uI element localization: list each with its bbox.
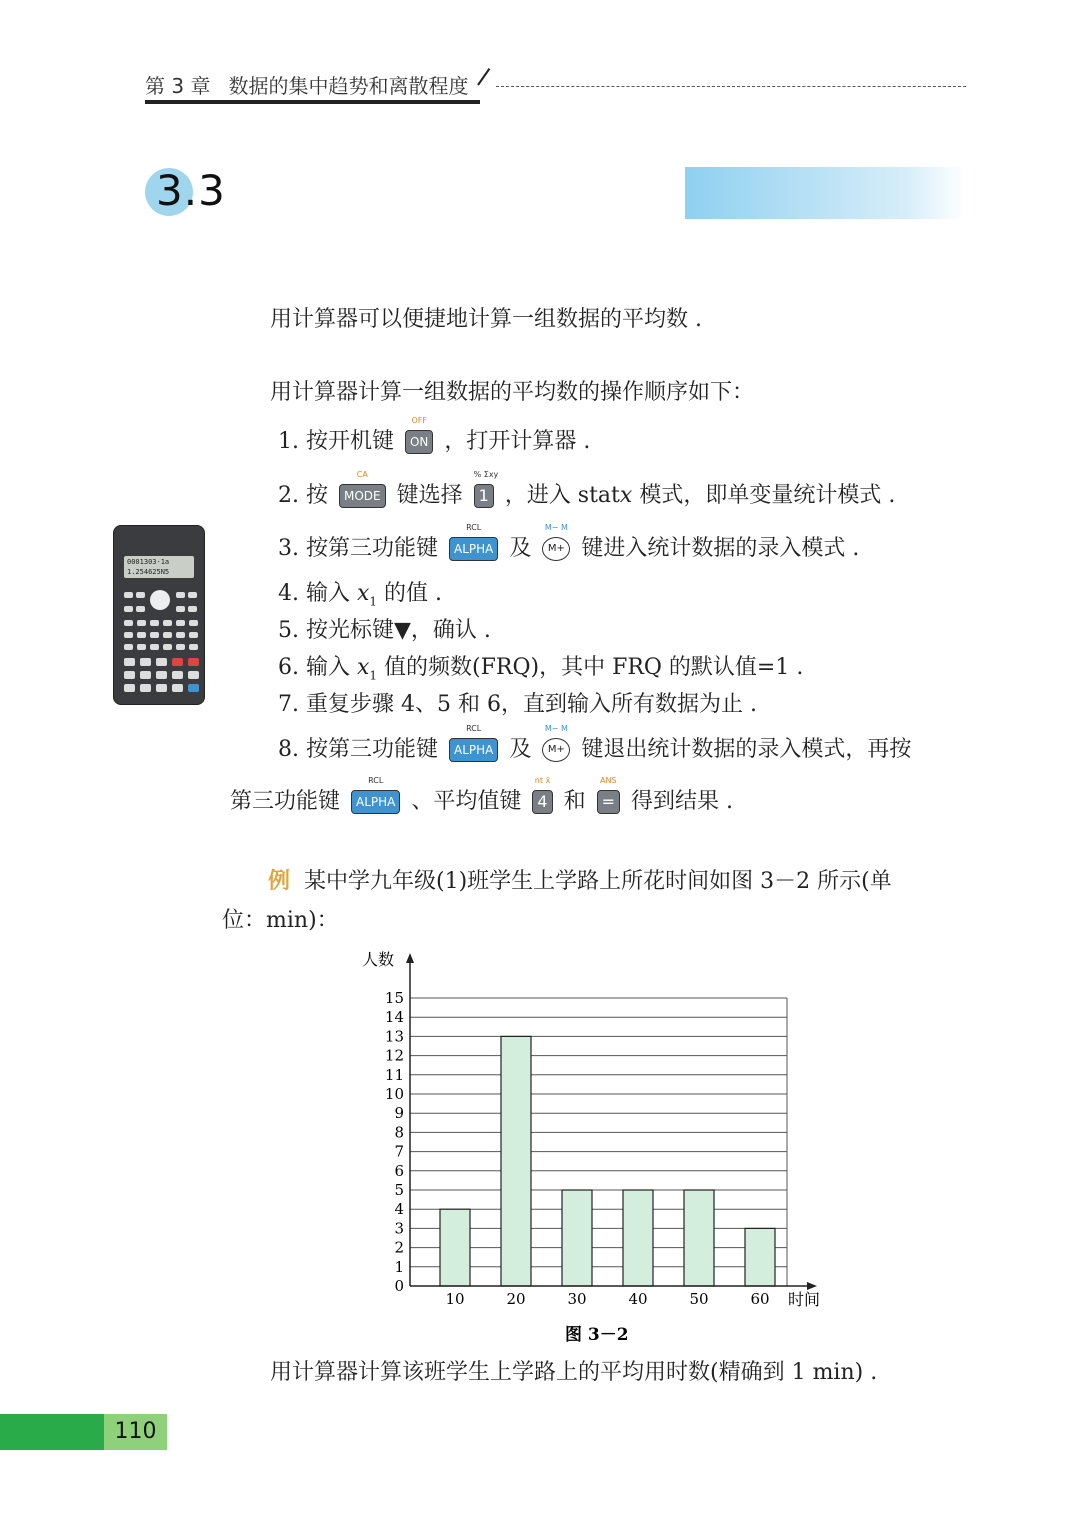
y-axis-arrow bbox=[406, 953, 414, 963]
x-tick-label: 60 bbox=[750, 1290, 770, 1308]
calculator-display-line-2: 1.254625N5 bbox=[127, 568, 170, 576]
equals-key-label: = bbox=[597, 790, 620, 814]
mode-key-label: MODE bbox=[339, 484, 386, 508]
one-key-sup: % Σxy bbox=[473, 470, 499, 479]
x-axis-label: 时间 bbox=[788, 1290, 821, 1309]
step-2-var: x bbox=[619, 483, 633, 508]
calculator-button bbox=[176, 606, 185, 612]
calculator-button bbox=[124, 644, 133, 650]
calculator-button bbox=[136, 606, 145, 612]
y-tick-label: 8 bbox=[394, 1123, 404, 1142]
four-key-sup: nt x̄ bbox=[534, 776, 551, 785]
y-tick-label: 1 bbox=[394, 1257, 404, 1276]
bar bbox=[745, 1228, 775, 1286]
calculator-button bbox=[124, 620, 133, 626]
step-4-subscript: 1 bbox=[369, 594, 378, 609]
step-8b-text: 第三功能键 bbox=[230, 789, 341, 814]
x-tick-label: 30 bbox=[567, 1290, 587, 1308]
calculator-button bbox=[124, 592, 133, 598]
m-plus-key bbox=[542, 724, 570, 762]
alpha-key-label: ALPHA bbox=[449, 738, 498, 762]
calculator-button bbox=[156, 658, 167, 666]
calculator-button bbox=[188, 658, 199, 666]
calculator-display-line-1: 0001303-1a bbox=[127, 558, 170, 566]
on-key-sup: OFF bbox=[411, 416, 427, 425]
step-3-text: 3. 按第三功能键 bbox=[278, 536, 438, 561]
calculator-button bbox=[176, 632, 185, 638]
alpha-key bbox=[449, 724, 498, 762]
step-8-text-end: 键退出统计数据的录入模式，再按 bbox=[581, 737, 912, 762]
alpha-key-sup: RCL bbox=[466, 523, 482, 532]
step-5: 5. 按光标键▼，确认 . bbox=[278, 618, 491, 643]
y-axis-label: 人数 bbox=[362, 950, 395, 969]
four-key bbox=[532, 776, 552, 814]
alpha-key bbox=[449, 523, 498, 561]
alpha-key-sup: RCL bbox=[466, 724, 482, 733]
section-title-band bbox=[685, 167, 965, 219]
step-3-text-and: 及 bbox=[509, 536, 532, 561]
y-tick-label: 5 bbox=[394, 1181, 404, 1199]
step-2 bbox=[278, 470, 896, 509]
calculator-button bbox=[150, 644, 159, 650]
m-plus-key-sup: M− M bbox=[544, 523, 568, 532]
y-tick-label: 7 bbox=[394, 1142, 404, 1161]
calculator-button bbox=[189, 644, 198, 650]
calculator-button bbox=[176, 592, 185, 598]
calculator-button bbox=[163, 620, 172, 626]
calculator-button bbox=[189, 632, 198, 638]
on-key bbox=[405, 416, 433, 454]
calculator-button bbox=[176, 620, 185, 626]
bar bbox=[440, 1209, 470, 1286]
step-7: 7. 重复步骤 4、5 和 6，直到输入所有数据为止 . bbox=[278, 692, 757, 717]
calculator-button bbox=[188, 606, 197, 612]
calculator-button bbox=[124, 606, 133, 612]
calculator-button bbox=[124, 684, 135, 692]
m-plus-key-sup: M− M bbox=[544, 724, 568, 733]
m-plus-key-label: M+ bbox=[542, 738, 570, 762]
calculator-button bbox=[124, 632, 133, 638]
calculator-button bbox=[188, 684, 199, 692]
y-tick-label: 9 bbox=[394, 1104, 404, 1123]
chart-bars bbox=[440, 1036, 775, 1286]
example-text-1: 某中学九年级(1)班学生上学路上所花时间如图 3－2 所示(单 bbox=[304, 869, 892, 894]
step-8 bbox=[278, 724, 912, 763]
m-plus-key bbox=[542, 523, 570, 561]
question-text: 用计算器计算该班学生上学路上的平均用时数(精确到 1 min) . bbox=[270, 1360, 878, 1385]
one-key-label: 1 bbox=[474, 484, 494, 508]
step-8-continued bbox=[230, 776, 734, 815]
bar bbox=[501, 1036, 531, 1286]
step-6 bbox=[278, 650, 803, 682]
y-tick-label: 11 bbox=[384, 1065, 404, 1084]
calculator-dpad bbox=[150, 590, 170, 610]
step-4 bbox=[278, 576, 442, 608]
header-dashed-line bbox=[496, 86, 966, 87]
alpha-key-label: ALPHA bbox=[449, 537, 498, 561]
step-6-var: x bbox=[356, 655, 370, 680]
chapter-label: 第 3 章 bbox=[145, 74, 211, 98]
calculator-button bbox=[189, 620, 198, 626]
intro-paragraph: 用计算器可以便捷地计算一组数据的平均数 . bbox=[270, 307, 702, 332]
one-key bbox=[473, 470, 499, 508]
calculator-button bbox=[188, 592, 197, 598]
step-4-var: x bbox=[356, 581, 370, 606]
example-line-1 bbox=[268, 867, 892, 897]
procedure-intro: 用计算器计算一组数据的平均数的操作顺序如下： bbox=[270, 380, 755, 405]
chart-caption: 图 3－2 bbox=[565, 1325, 629, 1345]
y-tick-label: 15 bbox=[384, 989, 404, 1007]
page-number-band bbox=[0, 1414, 104, 1450]
calculator-button bbox=[150, 620, 159, 626]
four-key-label: 4 bbox=[532, 790, 552, 814]
calculator-image bbox=[113, 525, 205, 705]
example-label: 例 bbox=[268, 869, 291, 894]
calculator-button bbox=[156, 671, 167, 679]
calculator-button bbox=[172, 671, 183, 679]
step-1-text: 1. 按开机键 bbox=[278, 429, 394, 454]
y-tick-label: 0 bbox=[394, 1277, 404, 1295]
x-tick-label: 20 bbox=[506, 1290, 526, 1308]
step-2-text-stat: ，进入 stat bbox=[504, 483, 620, 508]
bar-chart bbox=[350, 945, 840, 1345]
y-tick-label: 3 bbox=[394, 1219, 404, 1238]
calculator-button bbox=[176, 644, 185, 650]
calculator-button bbox=[136, 592, 145, 598]
calculator-button bbox=[137, 644, 146, 650]
y-tick-label: 10 bbox=[384, 1085, 404, 1103]
header-underline bbox=[145, 100, 480, 104]
step-8b-text-end: 得到结果 . bbox=[631, 789, 734, 814]
step-8-text-and: 及 bbox=[509, 737, 532, 762]
step-3-text-end: 键进入统计数据的录入模式 . bbox=[581, 536, 860, 561]
page-number: 110 bbox=[104, 1414, 167, 1450]
y-tick-label: 14 bbox=[384, 1008, 404, 1027]
mode-key bbox=[339, 470, 386, 508]
step-8b-text-mean: 、平均值键 bbox=[411, 789, 522, 814]
step-6-text-end: 值的频数(FRQ)，其中 FRQ 的默认值=1 . bbox=[377, 655, 804, 680]
calculator-button bbox=[124, 658, 135, 666]
calculator-button bbox=[172, 658, 183, 666]
x-tick-label: 50 bbox=[689, 1290, 709, 1308]
bar bbox=[562, 1190, 592, 1286]
step-4-text: 4. 输入 bbox=[278, 581, 357, 606]
step-6-text: 6. 输入 bbox=[278, 655, 357, 680]
calculator-button bbox=[172, 684, 183, 692]
step-8-text: 8. 按第三功能键 bbox=[278, 737, 438, 762]
y-tick-label: 2 bbox=[394, 1238, 404, 1257]
calculator-button bbox=[156, 684, 167, 692]
y-tick-label: 12 bbox=[384, 1046, 404, 1065]
calculator-button bbox=[163, 644, 172, 650]
calculator-button bbox=[140, 671, 151, 679]
step-3 bbox=[278, 523, 860, 562]
equals-key-sup: ANS bbox=[600, 776, 617, 785]
bar bbox=[623, 1190, 653, 1286]
calculator-button bbox=[137, 620, 146, 626]
calculator-button bbox=[124, 671, 135, 679]
on-key-label: ON bbox=[405, 430, 433, 454]
x-tick-label: 40 bbox=[628, 1290, 648, 1308]
x-axis-arrow bbox=[807, 1282, 817, 1290]
mode-key-sup: CA bbox=[356, 470, 368, 479]
step-6-subscript: 1 bbox=[369, 668, 378, 683]
x-tick-label: 10 bbox=[445, 1290, 465, 1308]
calculator-button bbox=[140, 658, 151, 666]
calculator-button bbox=[140, 684, 151, 692]
alpha-key bbox=[351, 776, 400, 814]
step-4-text-end: 的值 . bbox=[377, 581, 443, 606]
step-2-text-end: 模式，即单变量统计模式 . bbox=[632, 483, 896, 508]
step-2-text: 2. 按 bbox=[278, 483, 328, 508]
step-1-text-end: ，打开计算器 . bbox=[444, 429, 591, 454]
y-tick-label: 4 bbox=[394, 1200, 404, 1219]
alpha-key-label: ALPHA bbox=[351, 790, 400, 814]
calculator-button bbox=[150, 632, 159, 638]
step-8b-text-and: 和 bbox=[563, 789, 586, 814]
bar bbox=[684, 1190, 714, 1286]
step-2-text-mid: 键选择 bbox=[396, 483, 463, 508]
example-line-2: 位：min)： bbox=[222, 908, 339, 933]
calculator-screen bbox=[124, 556, 194, 578]
y-tick-label: 13 bbox=[384, 1027, 404, 1046]
calculator-button bbox=[137, 632, 146, 638]
equals-key bbox=[597, 776, 620, 814]
section-number: 3.3 bbox=[156, 166, 226, 215]
calculator-button bbox=[163, 632, 172, 638]
y-tick-label: 6 bbox=[394, 1161, 404, 1180]
calculator-button bbox=[188, 671, 199, 679]
step-1 bbox=[278, 416, 591, 455]
running-header bbox=[145, 70, 486, 99]
m-plus-key-label: M+ bbox=[542, 537, 570, 561]
chapter-title: 数据的集中趋势和离散程度 bbox=[228, 74, 469, 98]
alpha-key-sup: RCL bbox=[368, 776, 384, 785]
